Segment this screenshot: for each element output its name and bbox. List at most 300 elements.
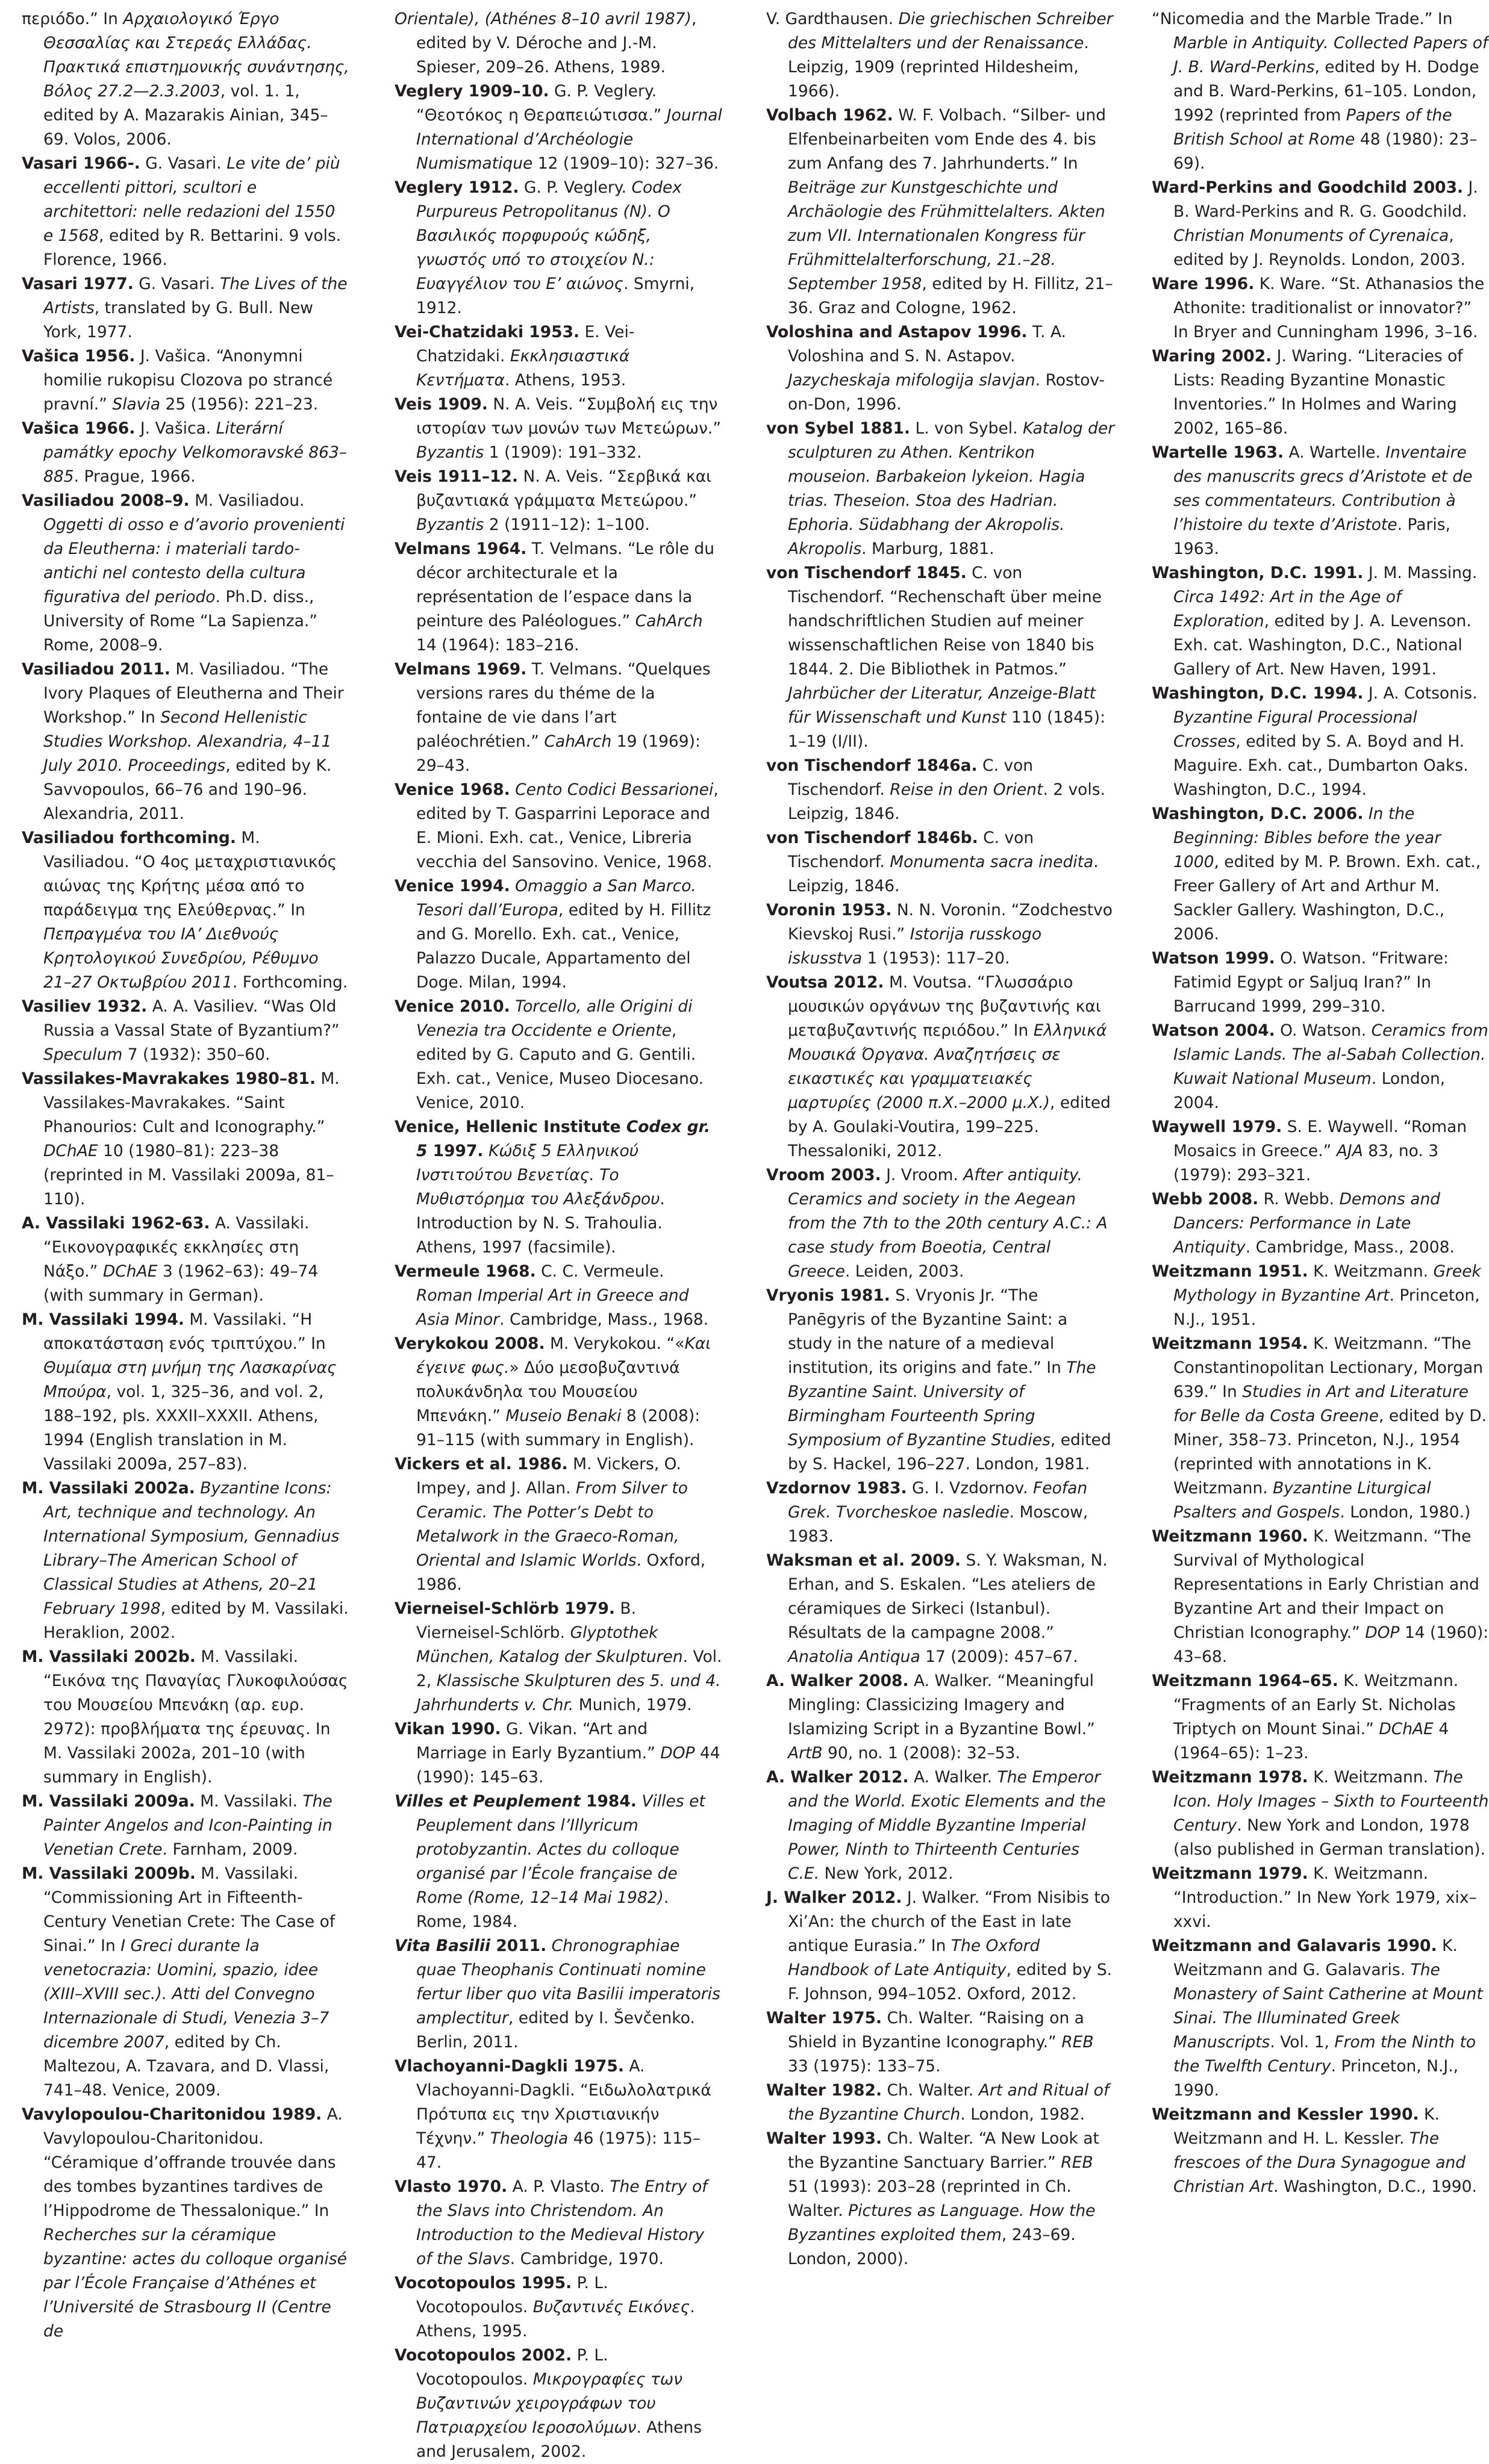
bibliography-entry: [766, 2006, 1116, 2079]
entry-title: The Painter Angelos and Icon-Painting in Venetian Crete: [43, 1792, 332, 1859]
entry-text: 17 (2009): 457–67.: [920, 1647, 1078, 1666]
entry-key: Vryonis 1981.: [766, 1286, 890, 1305]
entry-text: 46 (1975): 115–47.: [416, 2129, 701, 2172]
bibliography-entry: [1152, 947, 1489, 1019]
entry-key: Vavylopoulou-Charitonidou 1989.: [22, 2105, 322, 2124]
entry-title: After antiquity. Ceramics and society in the Aegean from the 7th to the 20th century A.C.: A case study from Boeotia, Central Greece: [788, 1166, 1108, 1281]
entry-key: Vermeule 1968.: [395, 1262, 536, 1281]
entry-text: Ch. Walter. “A New Look at the Byzantine Sanctuary Barrier.”: [788, 2129, 1099, 2172]
entry-key: Washington, D.C. 2006.: [1152, 804, 1364, 823]
entry-text: . Moscow, 1983.: [788, 1503, 1088, 1546]
entry-text: , edited by D. Miner, 358–73. Princeton, N.J., 1954 (reprinted with annotations in K. Weitzmann.: [1173, 1407, 1487, 1498]
entry-key: Weitzmann 1978.: [1152, 1768, 1308, 1787]
entry-text: . Cambridge, 1970.: [510, 2250, 664, 2268]
entry-title: DChAE: [43, 1142, 98, 1160]
entry-title: DChAE: [1379, 1720, 1434, 1738]
bibliography-entry: [1152, 176, 1489, 272]
entry-key: J. Walker 2012.: [766, 1888, 902, 1907]
entry-text: G. Vasari.: [133, 275, 220, 293]
entry-title: Studies in Art and Literature for Belle da Costa Greene: [1173, 1383, 1469, 1425]
entry-title: Speculum: [43, 1045, 123, 1064]
entry-text: 1 (1953): 117–20.: [862, 949, 1010, 968]
entry-text: , edited by K. Savvopoulos, 66–76 and 190–96. Alexandria, 2011.: [43, 756, 332, 823]
entry-key: Veis 1909.: [395, 395, 488, 414]
entry-text: N. A. Veis. “Σερβικά και βυζαντιακά γράμματα Μετεώρου.”: [416, 467, 712, 510]
entry-text: J. A. Cotsonis.: [1363, 684, 1478, 703]
entry-text: M. Verykokou. “«: [545, 1334, 685, 1353]
bibliography-entry: [1152, 344, 1489, 441]
entry-title: Inventaire des manuscrits grecs d’Aristote et de ses commentateurs. Contribution à l’histoire du texte d’Aristote: [1173, 443, 1473, 534]
entry-title: Cento Codici Bessarionei: [515, 780, 714, 799]
entry-title: Ceramics from Islamic Lands. The al-Sabah Collection. Kuwait National Museum: [1173, 1021, 1488, 1088]
entry-text: M. Vassilakes-Mavrakakes. “Saint Phanourios: Cult and Iconography.”: [43, 1069, 340, 1136]
bibliography-entry: [22, 995, 349, 1067]
entry-text: 8 (2008): 91–115 (with summary in English).: [416, 1407, 701, 1449]
entry-text: , edited by M. Vassilaki. Heraklion, 2002.: [43, 1599, 349, 1642]
entry-text: 2 (1911–12): 1–100.: [484, 515, 650, 534]
bibliography-entry: [1152, 2103, 1489, 2199]
entry-text: , edited by T. Gasparrini Leporace and E. Mioni. Exh. cat., Venice, Libreria vecchia del Sansovino. Venice, 1968.: [416, 780, 719, 871]
entry-text: A. P. Vlasto.: [507, 2177, 610, 2196]
bibliography-entry: [395, 1717, 722, 1790]
entry-key: Vasiliadou 2008–9.: [22, 491, 190, 510]
entry-text: N. A. Veis. “Συμβολή εις την ιστορίαν των μονών των Μετεώρων.”: [416, 395, 722, 438]
entry-text: A. Walker.: [908, 1768, 997, 1787]
entry-text: , vol. 1, 325–36, and vol. 2, 188–192, pls. XXXII–XXXII. Athens, 1994 (English translation in M. Vassilaki 2009a, 257–83).: [43, 1383, 324, 1473]
entry-title: Omaggio a San Marco. Tesori dall’Europa: [416, 877, 696, 919]
entry-text: [546, 1937, 551, 1955]
entry-text: G. P. Veglery. “Θεοτόκος η Θεραπειώτισσα.”: [416, 82, 667, 125]
entry-text: A. Vassilaki. “Εικονογραφικές εκκλησίες στη Νάξο.”: [43, 1214, 310, 1281]
bibliography-entry: [1152, 682, 1489, 802]
entry-title: Byzantis: [416, 443, 484, 462]
entry-text: . Prague, 1966.: [73, 467, 196, 486]
bibliography-entry: [766, 417, 1116, 561]
entry-text: W. F. Volbach. “Silber- und Elfenbeinarbeiten vom Ende des 4. bis zum Anfang des 7. Jahrhunderts.” In: [788, 106, 1107, 173]
entry-key: Vikan 1990.: [395, 1720, 501, 1738]
entry-text: O. Watson.: [1275, 1021, 1372, 1040]
entry-title: Le vite de’ più eccellenti pittori, scultori e architettori: nelle redazioni del 1550 e 1568: [43, 154, 340, 245]
entry-key: Weitzmann and Galavaris 1990.: [1152, 1937, 1437, 1955]
entry-text: . Introduction by N. S. Trahoulia. Athens, 1997 (facsimile).: [416, 1190, 665, 1257]
entry-title: Και έγεινε φως.: [416, 1334, 711, 1377]
entry-title: Μικρογραφίες των Βυζαντινών χειρογράφων του Πατριαρχείου Ιεροσολύμων: [416, 2370, 682, 2437]
entry-text: Munich, 1979.: [573, 1696, 692, 1714]
entry-text: , edited by H. Fillitz and G. Morello. Exh. cat., Venice, Palazzo Ducale, Appartamento del Doge. Milan, 1994.: [416, 901, 711, 992]
entry-key: Vzdornov 1983.: [766, 1479, 907, 1498]
entry-text: . Leipzig, 1909 (reprinted Hildesheim, 1966).: [788, 34, 1089, 101]
entry-key: Walter 1982.: [766, 2081, 882, 2100]
entry-key: Voronin 1953.: [766, 901, 892, 919]
entry-key: Watson 1999.: [1152, 949, 1275, 968]
entry-text: , translated by G. Bull. New York, 1977.: [43, 299, 313, 341]
entry-key: 1984.: [580, 1792, 637, 1811]
bibliography-entry: [22, 272, 349, 344]
entry-title: Glyptothek München, Katalog der Skulpturen: [416, 1623, 683, 1666]
entry-text: . Ph.D. diss., University of Rome “La Sapienza.” Rome, 2008–9.: [43, 588, 318, 655]
bibliography-entry: [1152, 7, 1489, 176]
entry-text: . Rome, 1984.: [416, 1888, 669, 1931]
entry-key: Vei-Chatzidaki 1953.: [395, 323, 580, 341]
entry-key: Weitzmann 1951.: [1152, 1262, 1308, 1281]
bibliography-entry: [766, 561, 1116, 754]
entry-title: The Lives of the Artists: [43, 275, 348, 317]
bibliography-entry: [766, 754, 1116, 826]
entry-title: DOP: [1365, 1623, 1400, 1642]
entry-text: . Athens, 1995.: [416, 2298, 695, 2341]
bibliography-entry: [22, 826, 349, 995]
bibliography-column-2: [395, 7, 722, 2461]
entry-key: Ware 1996.: [1152, 275, 1255, 293]
entry-text: . Princeton, N.J., 1990.: [1173, 2057, 1459, 2100]
entry-key: Venice 2010.: [395, 997, 510, 1016]
entry-text: . Smyrni, 1912.: [416, 275, 695, 317]
entry-text: 14 (1960): 43–68.: [1173, 1623, 1489, 1666]
entry-text: J. Waring. “Literacies of Lists: Reading Byzantine Monastic Inventories.” In Holmes and Waring 2002, 165–86.: [1173, 347, 1463, 438]
entry-text: M. Vassilaki.: [195, 1792, 303, 1811]
entry-title: Κώδιξ 5 Ελληνικού Ινστιτούτου Βενετίας. Το Μυθιστόρημα του Αλεξάνδρου: [416, 1142, 660, 1209]
entry-text: 90, no. 1 (2008): 32–53.: [822, 1744, 1020, 1762]
entry-key: Washington, D.C. 1994.: [1152, 684, 1364, 703]
entry-text: [510, 997, 515, 1016]
entry-text: . Oxford, 1986.: [416, 1551, 706, 1594]
entry-text: M. Voutsa. “Γλωσσάριο μουσικών οργάνων της βυζαντινής και μεταβυζαντινής περιόδου.” In: [788, 973, 1101, 1040]
entry-text: 14 (1964): 183–216.: [416, 636, 579, 655]
entry-title: CahArch: [635, 612, 703, 630]
entry-key: Washington, D.C. 1991.: [1152, 564, 1364, 582]
entry-key: Vlasto 1970.: [395, 2177, 508, 2196]
entry-text: C. von Tischendorf.: [788, 829, 1034, 871]
entry-text: M. Vasiliadou.: [189, 491, 305, 510]
entry-text: , edited by H. Dodge and B. Ward-Perkins, 61–105. London, 1992 (reprinted from: [1173, 58, 1479, 125]
bibliography-entry: [1152, 1187, 1489, 1260]
entry-title: I Greci durante la venetocrazia: Uomini, spazio, idee (XIII–XVIII sec.). Atti del Convegno Internazionale di Studi, Venezia 3–7 dicembre 2007: [43, 1937, 329, 2052]
entry-title: Αρχαιολογικό Έργο Θεσσαλίας και Στερεάς Ελλάδας. Πρακτικά επιστημονικής συνάντησης, Βόλος 27.2—2.3.2003: [43, 10, 349, 101]
entry-text: P. L. Vocotopoulos.: [416, 2346, 608, 2389]
entry-title: The frescoes of the Dura Synagogue and Christian Art: [1173, 2129, 1466, 2196]
entry-key: Wartelle 1963.: [1152, 443, 1284, 462]
entry-title: Villes et Peuplement dans l’Illyricum protobyzantin. Actes du colloque organisé par l’École française de Rome (Rome, 12–14 Mai 1982): [416, 1792, 705, 1907]
entry-text: 44 (1990): 145–63.: [416, 1744, 720, 1787]
bibliography-entry: [395, 995, 722, 1115]
bibliography-entry: [22, 417, 349, 489]
entry-text: R. Webb.: [1258, 1190, 1340, 1209]
entry-text: , edited by H. Fillitz, 21–36. Graz and Cologne, 1962.: [788, 275, 1113, 317]
bibliography-entry: [1152, 1332, 1489, 1525]
bibliography-entry: [395, 176, 722, 320]
entry-text: M. Vasiliadou. “The Ivory Plaques of Eleutherna and Their Workshop.” In: [43, 660, 344, 727]
entry-key: Webb 2008.: [1152, 1190, 1259, 1209]
bibliography-entry: [22, 1862, 349, 2103]
entry-text: K. Weitzmann.: [1308, 1262, 1434, 1281]
bibliography-entry: [766, 7, 1116, 104]
bibliography-entry: [395, 320, 722, 393]
entry-text: 19 (1969): 29–43.: [416, 732, 701, 775]
entry-key: Vocotopoulos 1995.: [395, 2274, 572, 2292]
bibliography-entry: [766, 320, 1116, 417]
entry-text: 110 (1845): 1–19 (I/II).: [788, 708, 1106, 751]
bibliography-entry: [395, 2344, 722, 2464]
entry-key: 1997.: [427, 1142, 484, 1160]
bibliography-entry: [766, 1549, 1116, 1669]
bibliography-entry: [395, 1790, 722, 1934]
entry-key: 2011.: [490, 1937, 547, 1955]
entry-key: von Sybel 1881.: [766, 419, 911, 438]
entry-key: Vasiliev 1932.: [22, 997, 148, 1016]
entry-text: . Farnham, 2009.: [162, 1840, 298, 1859]
entry-text: . Leipzig, 1846.: [788, 853, 1099, 895]
bibliography-entry: [22, 1212, 349, 1308]
bibliography-entry: [766, 826, 1116, 898]
entry-text: , edited by J. Reynolds. London, 2003.: [1173, 226, 1466, 269]
entry-title: Reise in den Orient: [890, 780, 1043, 799]
entry-title: Literární památky epochy Velkomoravské 863–885: [43, 419, 348, 486]
entry-text: . London, 2004.: [1173, 1069, 1446, 1112]
entry-text: T. Velmans. “Quelques versions rares du théme de la fontaine de vie dans l’art paléochrétien.”: [416, 660, 711, 751]
entry-key: von Tischendorf 1846b.: [766, 829, 978, 847]
entry-key: M. Vassilaki 2002b.: [22, 1647, 196, 1666]
bibliography-entry: [22, 1645, 349, 1790]
entry-text: V. Gardthausen.: [766, 10, 899, 28]
entry-key: Walter 1975.: [766, 2009, 882, 2027]
entry-text: S. Vryonis Jr. “The Panēgyris of the Byzantine Saint: a study in the nature of a medieval institution, its origins and fate.” In: [788, 1286, 1068, 1377]
bibliography-entry: [395, 1934, 722, 2055]
entry-text: M. Vassilaki. “Η αποκατάσταση ενός τριπτύχου.” In: [43, 1310, 326, 1353]
entry-title: Die griechischen Schreiber des Mittelalters und der Renaissance: [788, 10, 1113, 52]
entry-text: K. Weitzmann and H. L. Kessler.: [1173, 2105, 1440, 2148]
entry-key: Waring 2002.: [1152, 347, 1272, 366]
entry-title: Byzantis: [416, 515, 484, 534]
bibliography-entry: [22, 658, 349, 826]
entry-text: C. von Tischendorf. “Rechenschaft über meine handschriftlichen Studien auf meiner wissenschaftlichen Reise von 1840 bis 1844. 2. Die Bibliothek in Patmos.”: [788, 564, 1102, 679]
bibliography-column-1: [22, 7, 349, 2341]
entry-key: A. Walker 2008.: [766, 1672, 909, 1690]
entry-key: Weitzmann 1960.: [1152, 1527, 1308, 1546]
entry-key: Vassilakes-Mavrakakes 1980–81.: [22, 1069, 316, 1088]
entry-text: N. N. Voronin. “Zodchestvo Kievskoj Rusi.”: [788, 901, 1113, 944]
entry-key: Veglery 1912.: [395, 178, 519, 197]
bibliography-entry: [1152, 802, 1489, 947]
entry-key: Codex gr. 5: [416, 1118, 711, 1160]
bibliography-entry: [395, 778, 722, 874]
entry-key: Veglery 1909–10.: [395, 82, 549, 101]
bibliography-entry: [1152, 1669, 1489, 1766]
entry-title: From Silver to Ceramic. The Potter’s Debt to Metalwork in the Graeco-Roman, Oriental and Islamic Worlds: [416, 1479, 688, 1570]
entry-text: J. Vroom.: [881, 1166, 964, 1184]
entry-key: Velmans 1964.: [395, 540, 527, 558]
bibliography-entry: [766, 1284, 1116, 1476]
entry-title: Klassische Skulpturen des 5. und 4. Jahrhunderts v. Chr.: [416, 1672, 721, 1714]
entry-text: . Washington, D.C., 1990.: [1273, 2177, 1477, 2196]
entry-text: K. Weitzmann. “Fragments of an Early St. Nicholas Triptych on Mount Sinai.”: [1173, 1672, 1459, 1738]
entry-text: 3 (1962–63): 49–74 (with summary in German).: [43, 1262, 319, 1305]
entry-key: Vasiliadou 2011.: [22, 660, 170, 679]
entry-key: Weitzmann and Kessler 1990.: [1152, 2105, 1419, 2124]
entry-title: Jazycheskaja mifologija slavjan: [788, 371, 1035, 390]
bibliography-entry: [1152, 1766, 1489, 1862]
entry-text: G. P. Veglery.: [519, 178, 632, 197]
entry-text: . Princeton, N.J., 1951.: [1173, 1286, 1480, 1329]
entry-text: M. Vickers, O. Impey, and J. Allan.: [416, 1455, 681, 1498]
entry-key: Vroom 2003.: [766, 1166, 881, 1184]
entry-key: Vasari 1977.: [22, 275, 134, 293]
entry-title: Journal International d’Archéologie Numismatique: [416, 106, 722, 173]
entry-text: 4 (1964–65): 1–23.: [1173, 1720, 1449, 1762]
entry-title: Byzantine Icons: Art, technique and technology. An International Symposium, Gennadius Library–The American School of Classical Studies at Athens, 20–21 February 1998: [43, 1479, 340, 1618]
entry-text: A. Vlachoyanni-Dagkli. “Ειδωλολατρικά Πρότυπα εις την Χριστιανικήν Τέχνην.”: [416, 2057, 711, 2148]
entry-text: K. Weitzmann. “Introduction.” In New York 1979, xix–xxvi.: [1173, 1864, 1477, 1931]
entry-key: Venice, Hellenic Institute: [395, 1118, 626, 1136]
entry-text: A. Vavylopoulou-Charitonidou. “Céramique d’offrande trouvée dans des tombes byzantines tardives de l’Hippodrome de Thessalonique.” In: [43, 2105, 343, 2220]
bibliography-entry: [766, 2127, 1116, 2271]
entry-key: Vita Basilii: [395, 1937, 491, 1955]
entry-key: Weitzmann 1979.: [1152, 1864, 1308, 1883]
entry-text: A. Wartelle.: [1284, 443, 1386, 462]
entry-title: REB: [1061, 2153, 1093, 2172]
entry-key: A. Vassilaki 1962-63.: [22, 1214, 210, 1233]
entry-text: , edited by G. Caputo and G. Gentili. Exh. cat., Venice, Museo Diocesano. Venice, 2010.: [416, 1021, 704, 1112]
entry-text: . Paris, 1963.: [1173, 515, 1450, 558]
entry-title: Recherches sur la céramique byzantine: actes du colloque organisé par l’École Française d’Athénes et l’Université de Strasbourg II (Centre de: [43, 2226, 347, 2341]
entry-text: K. Weitzmann. “The Survival of Mythological Representations in Early Christian and Byzantine Art and their Impact on Christian Iconography.”: [1173, 1527, 1479, 1642]
entry-key: Verykokou 2008.: [395, 1334, 545, 1353]
entry-key: Weitzmann 1954.: [1152, 1334, 1308, 1353]
bibliography-entry: [22, 1067, 349, 1212]
entry-text: . New York and London, 1978 (also published in German translation).: [1173, 1816, 1486, 1859]
entry-text: , edited by Ch. Maltezou, A. Tzavara, and D. Vlassi, 741–48. Venice, 2009.: [43, 2033, 329, 2100]
entry-key: Vasiliadou forthcoming.: [22, 829, 236, 847]
entry-text: . Athens and Jerusalem, 2002.: [416, 2418, 702, 2461]
bibliography-entry: [766, 898, 1116, 971]
entry-title: CahArch: [544, 732, 612, 751]
entry-title: Εκκλησιαστικά Κεντήματα: [416, 347, 630, 390]
entry-title: Βυζαντινές Εικόνες: [532, 2298, 690, 2316]
entry-key: Venice 1994.: [395, 877, 510, 895]
entry-text: “Nicomedia and the Marble Trade.” In: [1152, 10, 1453, 28]
entry-text: S. Y. Waksman, N. Erhan, and S. Eskalen. “Les ateliers de céramiques de Sirkeci (Istanbul). Résultats de la campagne 2008.”: [788, 1551, 1108, 1642]
entry-key: Walter 1993.: [766, 2129, 882, 2148]
entry-text: O. Watson. “Fritware: Fatimid Egypt or Saljuq Iran?” In Barrucand 1999, 299–310.: [1173, 949, 1449, 1016]
entry-title: Anatolia Antiqua: [788, 1647, 920, 1666]
entry-text: , edited by R. Bettarini. 9 vols. Florence, 1966.: [43, 226, 342, 269]
entry-text: . London, 1982.: [960, 2105, 1085, 2124]
entry-text: , edited by I. Ševčenko. Berlin, 2011.: [416, 2009, 695, 2052]
entry-text: M. Vasiliadou. “Ο 4ος μεταχριστιανικός αιώνας της Κρήτης μέσα από το παράδειγμα της Ελεύθερνας.” In: [43, 829, 337, 919]
entry-title: The Emperor and the World. Exotic Elements and the Imaging of Middle Byzantine Imperial Power, Ninth to Thirteenth Centuries C.E.: [788, 1768, 1106, 1883]
entry-text: . Forthcoming.: [232, 973, 348, 992]
entry-text: J. M. Massing.: [1363, 564, 1478, 582]
entry-title: Katalog der sculpturen zu Athen. Kentrikon mouseion. Barbakeion lykeion. Hagia trias. Theseion. Stoa des Hadrian. Ephoria. Südabhang der Akropolis. Akropolis: [788, 419, 1115, 558]
entry-key: Vocotopoulos 2002.: [395, 2346, 572, 2365]
entry-text: [1363, 804, 1368, 823]
entry-key: Veis 1911–12.: [395, 467, 519, 486]
bibliography-entry: [395, 537, 722, 658]
entry-text: J. Walker. “From Nisibis to Xi’An: the church of the East in late antique Eurasia.” In: [788, 1888, 1110, 1955]
bibliography-entry: [395, 1260, 722, 1332]
entry-text: . 2 vols. Leipzig, 1846.: [788, 780, 1105, 823]
entry-key: M. Vassilaki 2002a.: [22, 1479, 195, 1498]
entry-key: Watson 2004.: [1152, 1021, 1275, 1040]
entry-title: Museio Benaki: [505, 1407, 622, 1425]
entry-key: A. Walker 2012.: [766, 1768, 909, 1787]
entry-title: Roman Imperial Art in Greece and Asia Minor: [416, 1286, 689, 1329]
entry-key: Waksman et al. 2009.: [766, 1551, 961, 1570]
bibliography-entry: [766, 1669, 1116, 1766]
entry-text: K. Weitzmann and G. Galavaris.: [1173, 1937, 1458, 1979]
bibliography-entry: [766, 1163, 1116, 1284]
entry-title: Byzantine Figural Processional Crosses: [1173, 708, 1417, 751]
bibliography-entry: [766, 1476, 1116, 1549]
entry-text: . London, 1980.): [1340, 1503, 1471, 1522]
entry-title: Pictures as Language. How the Byzantines exploited them: [788, 2201, 1096, 2244]
entry-key: Vickers et al. 1986.: [395, 1455, 568, 1473]
bibliography-entry: [1152, 561, 1489, 682]
bibliography-column-4: [1152, 7, 1489, 2196]
entry-title: DOP: [660, 1744, 695, 1762]
entry-title: Feofan Grek. Tvorcheskoe nasledie: [788, 1479, 1088, 1522]
entry-text: » Δύο μεσοβυζαντινά πολυκάνδηλα του Μουσείου Μπενάκη.”: [416, 1358, 680, 1425]
bibliography-entry: [766, 1766, 1116, 1886]
entry-title: Christian Monuments of Cyrenaica: [1173, 226, 1449, 245]
entry-text: 83, no. 3 (1979): 293–321.: [1173, 1142, 1439, 1184]
entry-key: M. Vassilaki 2009b.: [22, 1864, 196, 1883]
entry-text: 25 (1956): 221–23.: [160, 395, 319, 414]
bibliography-entry: [1152, 441, 1489, 561]
bibliography-entry: [395, 2271, 722, 2344]
bibliography-entry: [766, 2079, 1116, 2127]
entry-key: Weitzmann 1964–65.: [1152, 1672, 1338, 1690]
bibliography-entry: [395, 2055, 722, 2175]
entry-title: ArtB: [788, 1744, 823, 1762]
bibliography-entry: [766, 104, 1116, 320]
entry-text: New York, 2012.: [819, 1864, 954, 1883]
entry-title: Ελληνικά Μουσικά Όργανα. Αναζητήσεις σε εικαστικές και γραμματειακές μαρτυρίες (2000 π.Χ.–2000 μ.Χ.): [788, 1021, 1107, 1112]
entry-text: . Cambridge, Mass., 2008.: [1245, 1238, 1455, 1257]
entry-text: M. Vassilaki. “Εικόνα της Παναγίας Γλυκοφιλούσας του Μουσείου Μπενάκη (αρ. ευρ. 2972): προβλήματα της έρευνας. In M. Vassilaki 2002a, 201–10 (with summary in English).: [43, 1647, 348, 1787]
bibliography-entry: [1152, 1934, 1489, 2103]
entry-title: Second Hellenistic Studies Workshop. Alexandria, 4–11 July 2010. Proceedings: [43, 708, 332, 775]
bibliography-entry: [395, 7, 722, 79]
entry-title: DChAE: [102, 1262, 158, 1281]
entry-title: Torcello, alle Origini di Venezia tra Occidente e Oriente: [416, 997, 693, 1040]
entry-key: Velmans 1969.: [395, 660, 527, 679]
bibliography-entry: [395, 465, 722, 537]
entry-text: 51 (1993): 203–28 (reprinted in Ch. Walter.: [788, 2177, 1072, 2220]
bibliography-entry: [22, 152, 349, 272]
entry-title: Monumenta sacra inedita: [890, 853, 1094, 871]
entry-text: 33 (1975): 133–75.: [788, 2057, 941, 2076]
entry-text: J. Vašica.: [135, 419, 216, 438]
entry-key: Waywell 1979.: [1152, 1118, 1282, 1136]
bibliography-entry: [22, 2103, 349, 2344]
entry-text: K. Weitzmann. “The Constantinopolitan Lectionary, Morgan 639.” In: [1173, 1334, 1484, 1401]
entry-key: Voutsa 2012.: [766, 973, 884, 992]
entry-title: The Oxford Handbook of Late Antiquity: [788, 1937, 1040, 1979]
entry-title: The Entry of the Slavs into Christendom. An Introduction to the Medieval History of the Slavs: [416, 2177, 708, 2268]
entry-title: Πεπραγμένα του ΙΑ’ Διεθνούς Κρητολογικού Συνεδρίου, Ρέθυμνο 21–27 Οκτωβρίου 2011: [43, 925, 319, 992]
entry-text: C. von Tischendorf.: [788, 756, 1034, 799]
bibliography-entry: [395, 79, 722, 176]
bibliography-entry: [1152, 272, 1489, 344]
entry-text: . Athens, 1953.: [505, 371, 626, 390]
entry-text: περιόδο.” In: [22, 10, 123, 28]
entry-text: P. L. Vocotopoulos.: [416, 2274, 608, 2316]
entry-text: M. Vassilaki. “Commissioning Art in Fifteenth-Century Venetian Crete: The Case of Sinai.” In: [43, 1864, 336, 1955]
entry-title: AJA: [1336, 1142, 1363, 1160]
entry-title: The Byzantine Saint. University of Birmingham Fourteenth Spring Symposium of Byzantine Studies: [788, 1358, 1096, 1449]
entry-title: From the Ninth to the Twelfth Century: [1173, 2033, 1476, 2076]
entry-text: , edited by V. Déroche and J.-M. Spieser, 209–26. Athens, 1989.: [416, 10, 697, 76]
